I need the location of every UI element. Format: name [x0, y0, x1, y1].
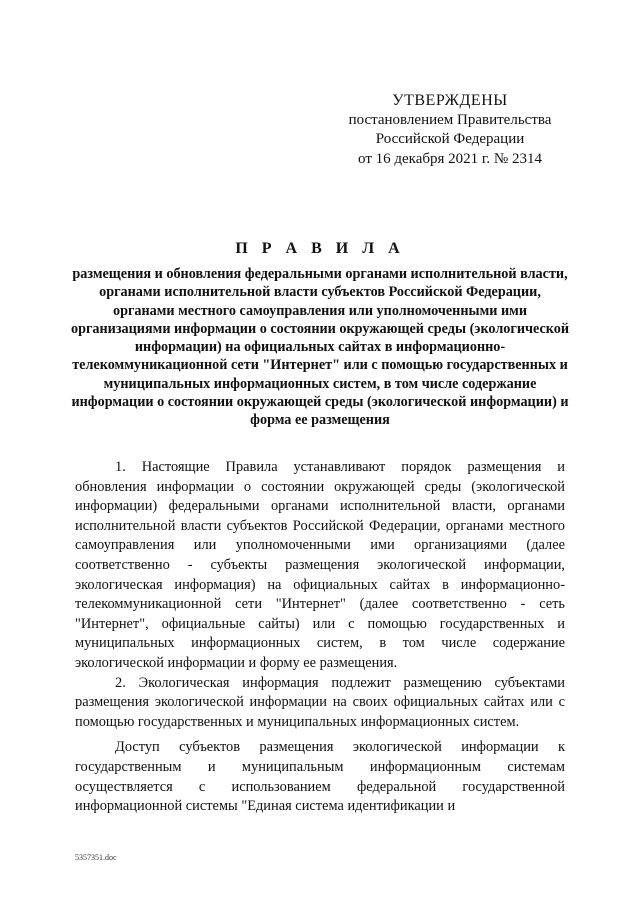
approval-line-2: Российской Федерации	[375, 131, 525, 147]
paragraph-3: Доступ субъектов размещения экологической информации к государственным и муниципальным информационным системам осуществляется с использованием федеральной государственной информационной системы "Единая система идентификации и	[75, 739, 565, 815]
document-body	[75, 458, 565, 817]
approval-stamp	[340, 91, 560, 169]
approval-title: УТВЕРЖДЕНЫ	[392, 92, 508, 109]
approval-line-1: постановлением Правительства	[348, 111, 552, 128]
paragraph-2: 2. Экологическая информация подлежит размещению субъектами размещения экологической информации на своих официальных сайтах или с помощью государственных и муниципальных информационных систем.	[75, 674, 565, 730]
footer-file-code: 5357351.doc	[75, 853, 117, 862]
document-title: П Р А В И Л А	[235, 240, 405, 257]
document-subtitle: размещения и обновления федеральными органами исполнительной власти, органами исполнительной власти субъектов Российской Федерации, органами местного самоуправления или уполномоченными ими организациями информации о состоянии окружающей среды (экологической информации) на официальных сайтах в информационно-телекоммуникационной сети "Интернет" или с помощью государственных и муниципальных информационных систем, в том числе содержание информации о состоянии окружающей среды (экологической информации) и форма ее размещения	[70, 266, 570, 429]
paragraph-1: 1. Настоящие Правила устанавливают порядок размещения и обновления информации о состоянии окружающей среды (экологической информации) федеральными органами исполнительной власти, органами исполнительной власти субъектов Российской Федерации, органами местного самоуправления или уполномоченными ими организациями (далее соответственно - субъекты размещения экологической информации, экологическая информация) на официальных сайтах в информационно-телекоммуникационной сети "Интернет" (далее соответственно - сеть "Интернет", официальные сайты) или с помощью государственных и муниципальных информационных систем, в том числе содержание экологической информации и форму ее размещения.	[75, 459, 565, 671]
approval-line-3: от 16 декабря 2021 г. № 2314	[358, 150, 542, 167]
